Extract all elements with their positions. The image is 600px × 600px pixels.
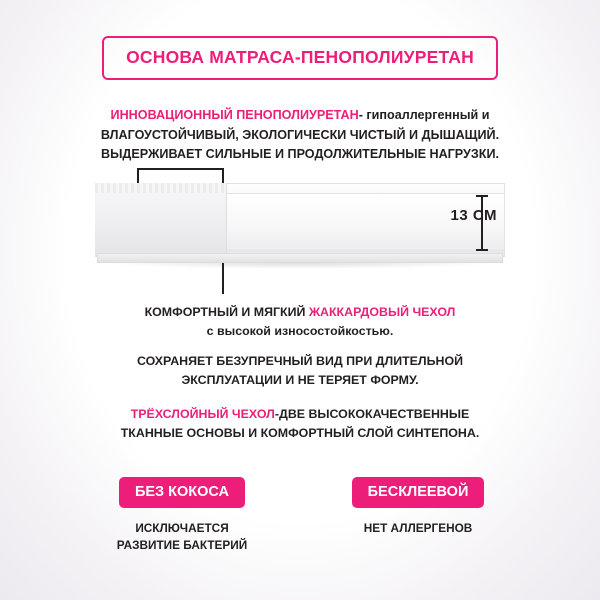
cover-paragraph <box>0 303 600 340</box>
cover-highlight: ЖАККАРДОВЫЙ ЧЕХОЛ <box>308 305 456 319</box>
badge-no-coconut-caption <box>97 520 267 554</box>
mattress-cover-section <box>95 183 227 257</box>
badge-glue-free-caption <box>333 520 503 537</box>
intro-highlight: ИННОВАЦИОННЫЙ ПЕНОПОЛИУРЕТАН <box>110 108 359 122</box>
layers-highlight: ТРЁХСЛОЙНЫЙ ЧЕХОЛ <box>130 407 275 421</box>
layers-paragraph <box>0 405 600 442</box>
badge-glue-free: БЕСКЛЕЕВОЙ <box>352 477 485 508</box>
layers-line-1-rest: -ДВЕ ВЫСОКОКАЧЕСТВЕННЫЕ <box>274 407 470 421</box>
badge-group-glue-free <box>333 477 503 554</box>
mattress-diagram <box>95 183 505 275</box>
durability-line-2: ЭКСПЛУАТАЦИИ И НЕ ТЕРЯЕТ ФОРМУ. <box>181 372 419 387</box>
intro-line-1-rest: - гипоаллергенный и <box>358 108 490 122</box>
mattress-shadow <box>101 263 499 269</box>
cover-line-1-plain: КОМФОРТНЫЙ И МЯГКИЙ <box>144 305 309 319</box>
intro-line-3: ВЫДЕРЖИВАЕТ СИЛЬНЫЕ И ПРОДОЛЖИТЕЛЬНЫЕ НАГРУЗКИ. <box>101 147 499 162</box>
badge-group-no-coconut <box>97 477 267 554</box>
layers-line-1 <box>0 405 600 424</box>
page-title: ОСНОВА МАТРАСА-ПЕНОПОЛИУРЕТАН <box>102 36 498 80</box>
badge-no-coconut-caption-line-2: РАЗВИТИЕ БАКТЕРИЙ <box>116 538 248 553</box>
feature-badges <box>0 477 600 554</box>
mattress-base-layer <box>97 253 503 263</box>
cover-line-1 <box>0 303 600 322</box>
intro-line-2: ВЛАГОУСТОЙЧИВЫЙ, ЭКОЛОГИЧЕСКИ ЧИСТЫЙ И ДЫШАЩИЙ. <box>100 127 500 142</box>
badge-no-coconut: БЕЗ КОКОСА <box>119 477 245 508</box>
badge-no-coconut-caption-line-1: ИСКЛЮЧАЕТСЯ <box>135 521 229 535</box>
durability-paragraph <box>0 352 600 389</box>
intro-line-1 <box>0 106 600 126</box>
cover-line-2: с высокой износостойкостью. <box>206 323 394 338</box>
leader-line-horizontal <box>137 168 224 170</box>
height-label: 13 СМ <box>450 207 497 224</box>
title-container <box>0 36 600 80</box>
intro-paragraph <box>0 106 600 165</box>
badge-glue-free-caption-line-1: НЕТ АЛЛЕРГЕНОВ <box>363 521 473 535</box>
durability-line-1: СОХРАНЯЕТ БЕЗУПРЕЧНЫЙ ВИД ПРИ ДЛИТЕЛЬНОЙ <box>136 354 464 368</box>
layers-line-2: ТКАННЫЕ ОСНОВЫ И КОМФОРТНЫЙ СЛОЙ СИНТЕПОНА. <box>120 425 480 440</box>
